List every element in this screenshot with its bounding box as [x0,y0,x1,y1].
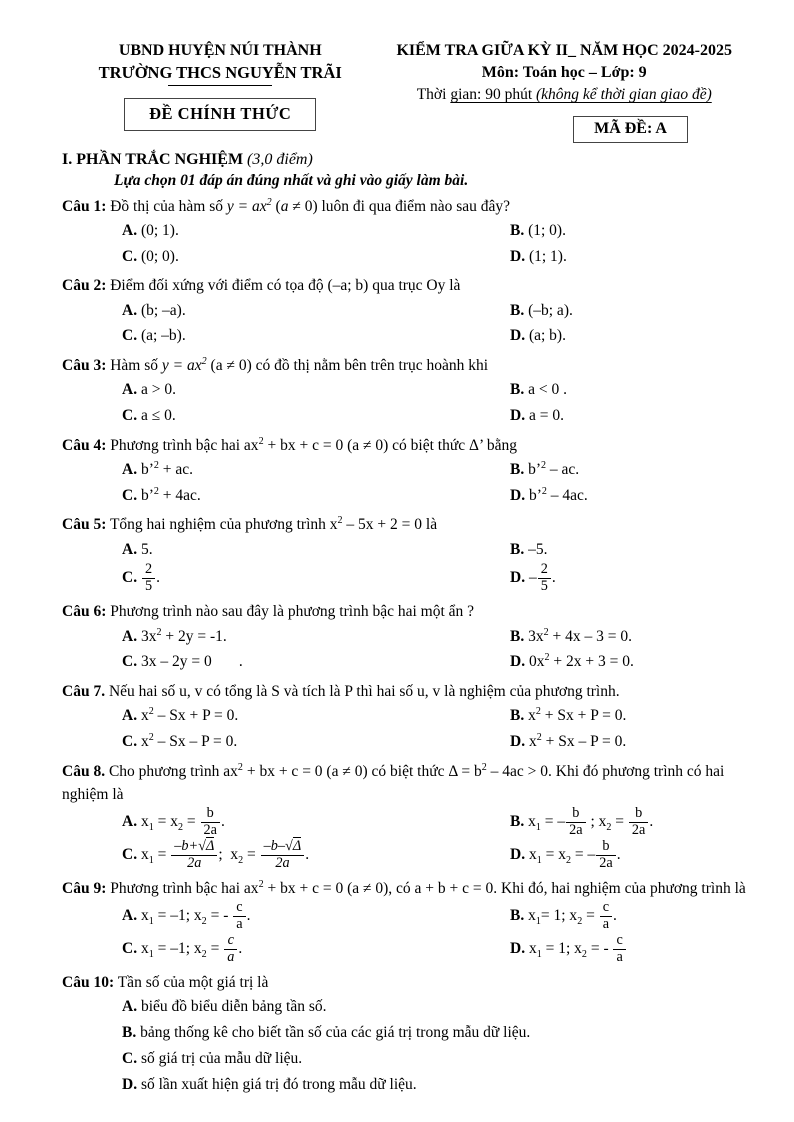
question-3 [62,354,750,429]
option-text: (b; –a). [140,301,186,319]
question-7-option-d [510,729,750,755]
option-text: 3x – 2y = 0 . [140,653,243,671]
question-10-options [122,994,750,1097]
option-text: $x^2 + Sx + P = 0$. [528,706,627,725]
option-text: –5. [528,540,548,558]
option-text: $x^2 - Sx - P = 0$. [140,731,238,750]
option-key: A. [122,707,138,725]
question-4-label: Câu 4: [62,436,107,454]
option-text: $x_1$ = – $\frac{b}{2a}$ ; $x_2$ = $\frac{b}{2a}$ . [528,805,654,839]
section-title-text: I. PHẦN TRẮC NGHIỆM [62,150,244,168]
header-left [62,40,378,143]
option-key: C. [122,846,138,864]
question-3-statement: Hàm số $y = ax^2$ (a ≠ 0) có đồ thị nằm bên trên trục hoành khi [110,355,489,375]
question-2-option-a [122,298,510,324]
question-5-option-c [122,562,510,595]
question-1-option-a [122,218,510,244]
question-10-option-b [122,1020,750,1046]
question-9-option-c [122,933,510,966]
question-3-option-b [510,377,750,403]
option-key: C. [122,247,138,265]
question-1-options [122,218,750,269]
option-key: A. [122,381,138,399]
option-key: D. [510,846,526,864]
option-key: D. [510,247,526,265]
option-key: C. [122,732,138,750]
question-8-label: Câu 8. [62,762,106,780]
option-key: B. [510,627,525,645]
section-title [62,151,750,169]
question-7 [62,680,750,755]
option-key: D. [510,732,526,750]
question-9 [62,877,750,966]
option-text: $x^2 - Sx + P = 0$. [140,706,239,725]
school-name: TRƯỜNG THCS NGUYỄN TRÃI [98,62,342,82]
question-4-options [122,457,750,508]
question-1 [62,195,750,270]
question-5-option-b [510,537,750,563]
option-key: A. [122,907,138,925]
question-8-options [122,806,750,872]
question-7-option-c [122,729,510,755]
option-key: A. [122,627,138,645]
official-box-wrap [62,86,378,131]
option-key: D. [510,569,526,587]
question-10-label: Câu 10: [62,974,115,992]
question-5-label: Câu 5: [62,516,107,534]
question-2-option-c [122,323,510,349]
option-key: B. [122,1024,137,1042]
option-key: C. [122,407,138,424]
question-10-option-c [122,1046,750,1072]
option-text: $x_1 = x_2$ = – $\frac{b}{2a}$ . [528,838,621,872]
option-text: – $\frac{2}{5}$ . [528,561,556,595]
option-key: B. [510,907,525,925]
question-10 [62,971,750,1097]
question-3-options [122,377,750,428]
question-7-option-a [122,703,510,729]
time-line [378,84,750,106]
question-6-option-b [510,624,750,650]
option-text: $x_1$ = $\frac{-b+√\Delta}{2a}$ ; $x_2$ = $\frac{-b-√\Delta}{2a}$ . [140,838,310,872]
option-text: a < 0 . [528,381,567,399]
option-text: bảng thống kê cho biết tần số của các giá trị trong mẫu dữ liệu. [140,1024,531,1042]
exam-code-label: MÃ ĐỀ: A [573,116,688,143]
question-10-statement: Tần số của một giá trị là [117,974,269,992]
question-2-option-b [510,298,750,324]
question-4-option-c [122,483,510,509]
question-1-label: Câu 1: [62,197,107,215]
option-text: b’$^2$ + ac. [140,459,194,478]
exam-code-wrap [378,116,750,143]
option-key: D. [510,653,526,671]
option-text: (a; b). [528,327,566,345]
option-text: số lần xuất hiện giá trị đó trong mẫu dữ liệu. [140,1075,417,1093]
question-8-option-a [122,806,510,839]
exam-header [62,40,750,143]
option-text: (0; 1). [140,221,179,239]
question-8-statement: Cho phương trình $ax^2$ + bx + c = 0 (a ≠ 0) có biệt thức $\Delta = b^2 - 4ac > 0$. Khi đó phương trình có hai nghiệm là [62,761,725,803]
option-text: (0; 0). [140,247,179,265]
option-text: (a; –b). [140,327,186,345]
question-7-statement: Nếu hai số u, v có tổng là S và tích là P thì hai số u, v là nghiệm của phương trình. [108,683,620,700]
question-5-options [122,537,750,596]
option-key: C. [122,1049,138,1067]
question-6-option-c [122,649,510,675]
question-8 [62,760,750,872]
question-3-label: Câu 3: [62,357,107,375]
question-6-option-d [510,649,750,675]
question-6-label: Câu 6: [62,603,107,621]
question-1-option-c [122,244,510,270]
option-text: (1; 0). [528,221,566,239]
question-2 [62,274,750,349]
question-5-option-a [122,537,510,563]
time-main: gian: 90 phút [450,86,537,104]
question-9-statement: Phương trình bậc hai $ax^2$ + bx + c = 0 (a ≠ 0), có a + b + c = 0. Khi đó, hai nghiệm của phương trình là [110,878,746,898]
option-text: a ≤ 0. [140,407,176,424]
question-8-option-d [510,839,750,872]
option-text: $x_1 = x_2$ = $\frac{b}{2a}$ . [140,805,225,839]
question-1-option-b [510,218,750,244]
option-key: C. [122,327,138,345]
question-10-option-a [122,994,750,1020]
question-2-label: Câu 2: [62,277,107,295]
question-4-option-b [510,457,750,483]
option-key: B. [510,540,525,558]
question-8-option-b [510,806,750,839]
option-key: A. [122,221,138,239]
option-key: B. [510,301,525,319]
question-10-option-d [122,1072,750,1098]
question-1-statement: Đồ thị của hàm số $y = ax^2$ (a ≠ 0) luôn đi qua điểm nào sau đây? [110,196,511,215]
question-7-option-b [510,703,750,729]
option-text: a = 0. [528,407,564,424]
question-9-option-a [122,900,510,933]
option-key: D. [510,940,526,958]
option-key: A. [122,301,138,319]
question-5 [62,513,750,595]
question-9-label: Câu 9: [62,880,107,898]
option-key: A. [122,460,138,478]
org-name: UBND HUYỆN NÚI THÀNH [118,42,322,59]
option-text: biểu đồ biểu diễn bảng tần số. [140,998,327,1016]
option-key: C. [122,940,138,958]
option-text: $x_1= 1$; $x_2$ = $\frac{c}{a}$ . [528,899,617,933]
question-5-option-d [510,562,750,595]
question-4-option-d [510,483,750,509]
option-key: C. [122,653,138,671]
question-6-option-a [122,624,510,650]
question-6-statement: Phương trình nào sau đây là phương trình bậc hai một ẩn ? [110,603,475,621]
time-underlined [450,86,711,103]
option-text: $x_1 = 1$; $x_2$ = - $\frac{c}{a}$ [529,940,627,957]
exam-title: KIỂM TRA GIỮA KỲ II_ NĂM HỌC 2024-2025 [396,42,733,59]
question-4-option-a [122,457,510,483]
option-key: D. [510,486,526,504]
time-prefix: Thời [416,86,451,104]
question-7-options [122,703,750,754]
subject-line: Môn: Toán học – Lớp: 9 [481,63,647,81]
instruction-line: Lựa chọn 01 đáp án đúng nhất và ghi vào giấy làm bài. [114,171,469,189]
option-text: b’$^2$ – ac. [528,459,580,478]
question-6-options [122,624,750,675]
option-key: B. [510,813,525,831]
option-text: $\frac{2}{5}$ . [141,569,160,586]
option-text: (1; 1). [528,247,567,265]
option-key: A. [122,540,138,558]
option-key: C. [122,486,138,504]
option-key: B. [510,707,525,725]
option-text: $3x^2 + 2y = -1$. [140,626,227,645]
option-text: $x^2 + Sx - P = 0$. [528,731,627,750]
option-key: A. [122,998,138,1016]
option-key: D. [122,1075,138,1093]
question-3-option-a [122,377,510,403]
option-text: $x_1 = -1$; $x_2$ = - $\frac{c}{a}$ . [140,899,251,933]
option-text: b’$^2$ – 4ac. [528,485,588,504]
option-key: C. [122,569,138,587]
question-3-option-c [122,403,510,429]
question-4 [62,434,750,509]
question-9-option-b [510,900,750,933]
option-text: $x_1 = -1$; $x_2$ = $\frac{c}{a}$ . [140,932,243,966]
option-text: (–b; a). [528,301,573,319]
option-text: a > 0. [140,381,176,399]
official-exam-label: ĐỀ CHÍNH THỨC [124,98,316,131]
option-key: B. [510,460,525,478]
question-7-label: Câu 7. [62,683,106,700]
question-4-statement: Phương trình bậc hai $ax^2$ + bx + c = 0 (a ≠ 0) có biệt thức Δ’ bằng [110,435,517,454]
question-2-options [122,298,750,349]
option-key: D. [510,327,526,345]
question-2-option-d [510,323,750,349]
option-text: số giá trị của mẫu dữ liệu. [140,1049,303,1067]
question-9-option-d [510,933,750,966]
option-text: b’$^2$ + 4ac. [140,485,201,504]
question-5-statement: Tổng hai nghiệm của phương trình $x^2 - 5x + 2 = 0$ là [109,515,438,534]
question-1-option-d [510,244,750,270]
option-key: B. [510,381,525,399]
question-9-options [122,900,750,966]
option-key: D. [510,407,526,424]
option-key: B. [510,221,525,239]
question-6 [62,600,750,675]
question-2-statement: Điểm đối xứng với điểm có tọa độ (–a; b) qua trục Oy là [110,277,461,295]
option-text: $3x^2 + 4x - 3 = 0$. [528,626,632,645]
question-3-option-d [510,403,750,429]
time-note: (không kể thời gian giao đề) [536,86,712,104]
option-key: A. [122,813,138,831]
header-right [378,40,750,143]
option-text: $0x^2 + 2x + 3 = 0$. [528,652,634,671]
option-text: 5. [140,540,153,558]
section-points: (3,0 điểm) [243,150,313,168]
question-8-option-c [122,839,510,872]
